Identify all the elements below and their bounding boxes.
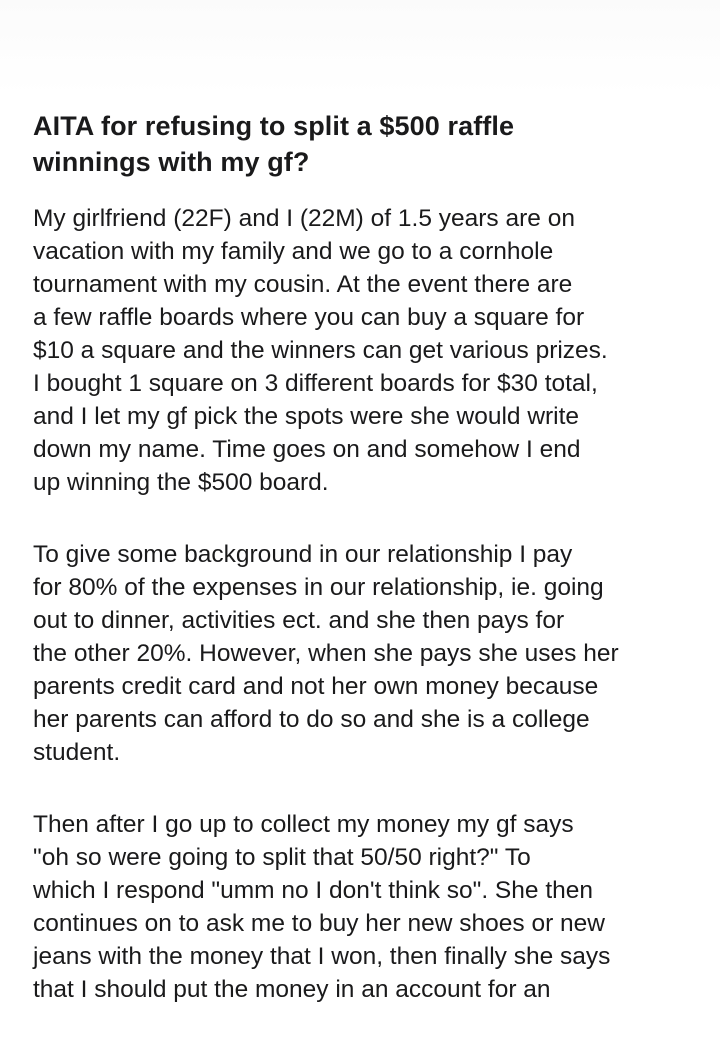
blurred-header-area [0,0,720,96]
post-paragraph: To give some background in our relationship I pay for 80% of the expenses in our relationship, ie. going out to dinner, activities ect. and she then pays for the other 20%. However, when she pays she uses her parents credit card and not her own money because her parents can afford to do so and she is a college student. [33,541,619,766]
post-title: AITA for refusing to split a $500 raffle winnings with my gf? [33,111,515,177]
post-paragraph: Then after I go up to collect my money my gf says "oh so were going to split that 50/50 right?" To which I respond "umm no I don't think so". She then continues on to ask me to buy her new shoes or new jeans with the money that I won, then finally she says that I should put the money in an account for an [33,811,611,1003]
post-body [33,202,698,1006]
post-paragraph: My girlfriend (22F) and I (22M) of 1.5 years are on vacation with my family and we go to a cornhole tournament with my cousin. At the event there are a few raffle boards where you can buy a square for $10 a square and the winners can get various prizes. I bought 1 square on 3 different boards for $30 total, and I let my gf pick the spots were she would write down my name. Time goes on and somehow I end up winning the $500 board. [33,205,608,496]
post-content [33,108,698,1045]
